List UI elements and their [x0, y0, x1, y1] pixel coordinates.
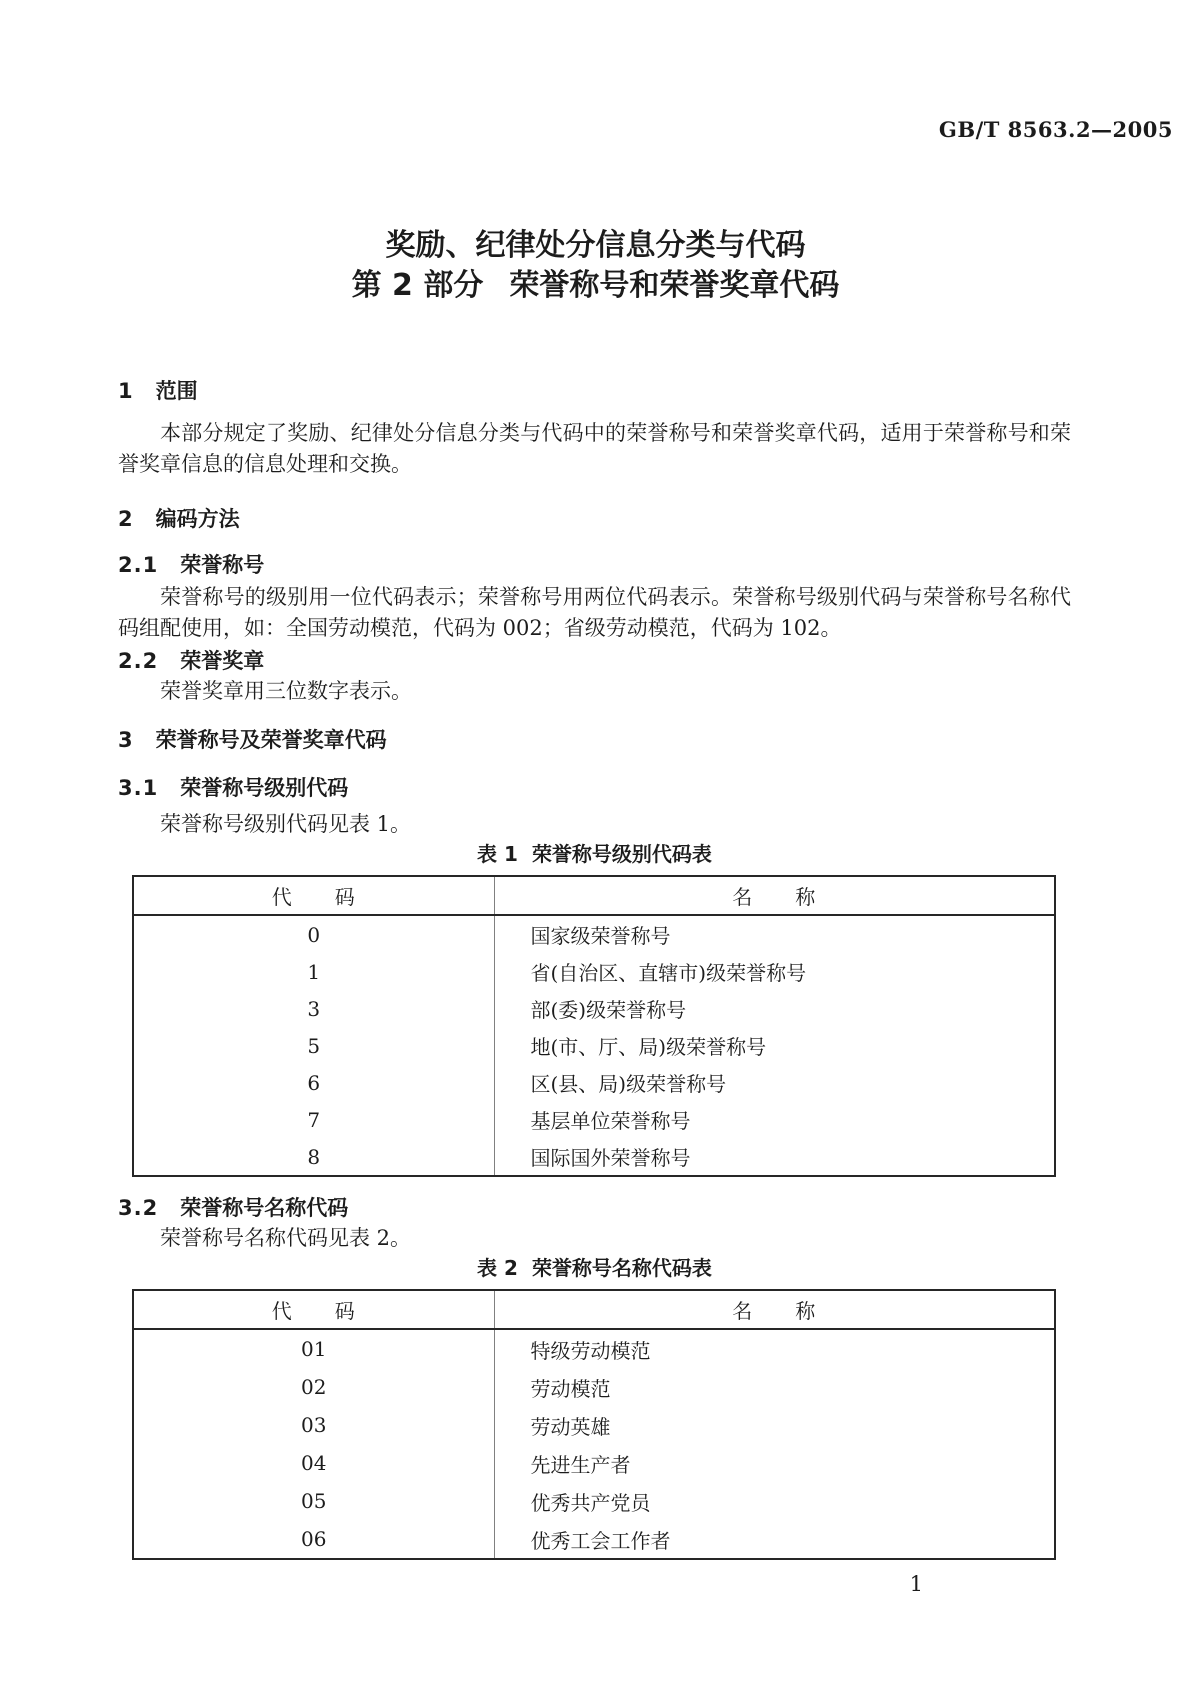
section-title: 荣誉称号及荣誉奖章代码: [155, 728, 387, 752]
section-3-heading: [118, 727, 1071, 753]
table-row: [133, 1406, 1055, 1444]
section-2-1-heading: [118, 552, 1071, 578]
code-cell: 5: [307, 1033, 321, 1058]
part-label: 第 2 部分: [351, 268, 484, 303]
table-row: [133, 915, 1055, 953]
standard-number: GB/T 8563.2—2005: [938, 117, 1173, 142]
section-number: 2: [118, 507, 134, 531]
table-row: [133, 1482, 1055, 1520]
document-title-line2: [0, 266, 1191, 306]
name-cell: 基层单位荣誉称号: [494, 1101, 1055, 1138]
section-3-1-paragraph: 荣誉称号级别代码见表 1。: [160, 812, 412, 836]
name-cell: 地(市、厅、局)级荣誉称号: [494, 1027, 1055, 1064]
table-2-caption: [118, 1256, 1071, 1280]
code-cell: 3: [307, 996, 321, 1021]
page-number: 1: [909, 1572, 923, 1596]
section-title: 荣誉称号名称代码: [180, 1196, 349, 1220]
code-cell: 7: [307, 1107, 321, 1132]
section-2-2-paragraph: 荣誉奖章用三位数字表示。: [160, 679, 412, 703]
name-cell: 部(委)级荣誉称号: [494, 990, 1055, 1027]
section-number: 2.1: [118, 553, 159, 577]
name-cell: 国际国外荣誉称号: [494, 1138, 1055, 1176]
section-1-paragraph: 本部分规定了奖励、纪律处分信息分类与代码中的荣誉称号和荣誉奖章代码，适用于荣誉称号和荣誉奖章信息的信息处理和交换。: [118, 421, 1071, 476]
table-1-header-name: 名 称: [494, 876, 1055, 915]
name-cell: 国家级荣誉称号: [494, 915, 1055, 953]
part-title: 荣誉称号和荣誉奖章代码: [509, 268, 840, 303]
code-cell: 0: [307, 922, 321, 947]
table-2-caption-text: 荣誉称号名称代码表: [531, 1256, 712, 1280]
code-cell: 06: [301, 1527, 327, 1551]
section-2-2-heading: [118, 648, 1071, 674]
name-cell: 优秀工会工作者: [494, 1520, 1055, 1559]
section-title: 荣誉称号: [180, 553, 265, 577]
section-title: 荣誉奖章: [180, 649, 265, 673]
section-3-2-paragraph: 荣誉称号名称代码见表 2。: [160, 1226, 412, 1250]
table-row: [133, 1064, 1055, 1101]
table-1-honor-title-level-codes: [132, 875, 1056, 1177]
name-cell: 区(县、局)级荣誉称号: [494, 1064, 1055, 1101]
section-3-2-heading: [118, 1195, 1071, 1221]
code-cell: 8: [307, 1144, 321, 1169]
section-title: 荣誉称号级别代码: [180, 776, 349, 800]
section-number: 2.2: [118, 649, 159, 673]
table-2-honor-title-name-codes: [132, 1289, 1056, 1560]
section-2-heading: [118, 506, 1071, 532]
code-cell: 1: [307, 959, 321, 984]
table-row: [133, 953, 1055, 990]
table-row: [133, 1138, 1055, 1176]
document-body: [118, 378, 1071, 1596]
name-cell: 劳动英雄: [494, 1406, 1055, 1444]
table-row: [133, 990, 1055, 1027]
name-cell: 特级劳动模范: [494, 1329, 1055, 1368]
name-cell: 省(自治区、直辖市)级荣誉称号: [494, 953, 1055, 990]
document-title-line1: 奖励、纪律处分信息分类与代码: [385, 228, 806, 263]
section-title: 编码方法: [155, 507, 240, 531]
code-cell: 02: [301, 1375, 327, 1399]
table-header-row: [133, 1290, 1055, 1329]
table-row: [133, 1444, 1055, 1482]
name-cell: 劳动模范: [494, 1368, 1055, 1406]
section-title: 范围: [155, 379, 198, 403]
code-cell: 05: [301, 1489, 327, 1513]
section-number: 1: [118, 379, 134, 403]
table-row: [133, 1329, 1055, 1368]
table-row: [133, 1101, 1055, 1138]
table-2-caption-label: 表 2: [477, 1256, 518, 1280]
name-cell: 先进生产者: [494, 1444, 1055, 1482]
table-row: [133, 1520, 1055, 1559]
section-1-heading: [118, 378, 1071, 404]
table-1-caption: [118, 842, 1071, 866]
code-cell: 03: [301, 1413, 327, 1437]
section-number: 3: [118, 728, 134, 752]
section-2-1-paragraph: 荣誉称号的级别用一位代码表示；荣誉称号用两位代码表示。荣誉称号级别代码与荣誉称号名称代码组配使用，如：全国劳动模范，代码为 002；省级劳动模范，代码为 102。: [118, 585, 1071, 640]
section-3-1-heading: [118, 775, 1071, 801]
code-cell: 01: [301, 1337, 327, 1361]
table-row: [133, 1368, 1055, 1406]
table-1-header-code: 代 码: [133, 876, 494, 915]
name-cell: 优秀共产党员: [494, 1482, 1055, 1520]
document-title: [0, 226, 1191, 306]
code-cell: 6: [307, 1070, 321, 1095]
table-header-row: [133, 876, 1055, 915]
section-number: 3.2: [118, 1196, 159, 1220]
code-cell: 04: [301, 1451, 327, 1475]
section-number: 3.1: [118, 776, 159, 800]
table-1-caption-label: 表 1: [477, 842, 518, 866]
table-row: [133, 1027, 1055, 1064]
table-2-header-name: 名 称: [494, 1290, 1055, 1329]
table-1-caption-text: 荣誉称号级别代码表: [531, 842, 712, 866]
table-2-header-code: 代 码: [133, 1290, 494, 1329]
